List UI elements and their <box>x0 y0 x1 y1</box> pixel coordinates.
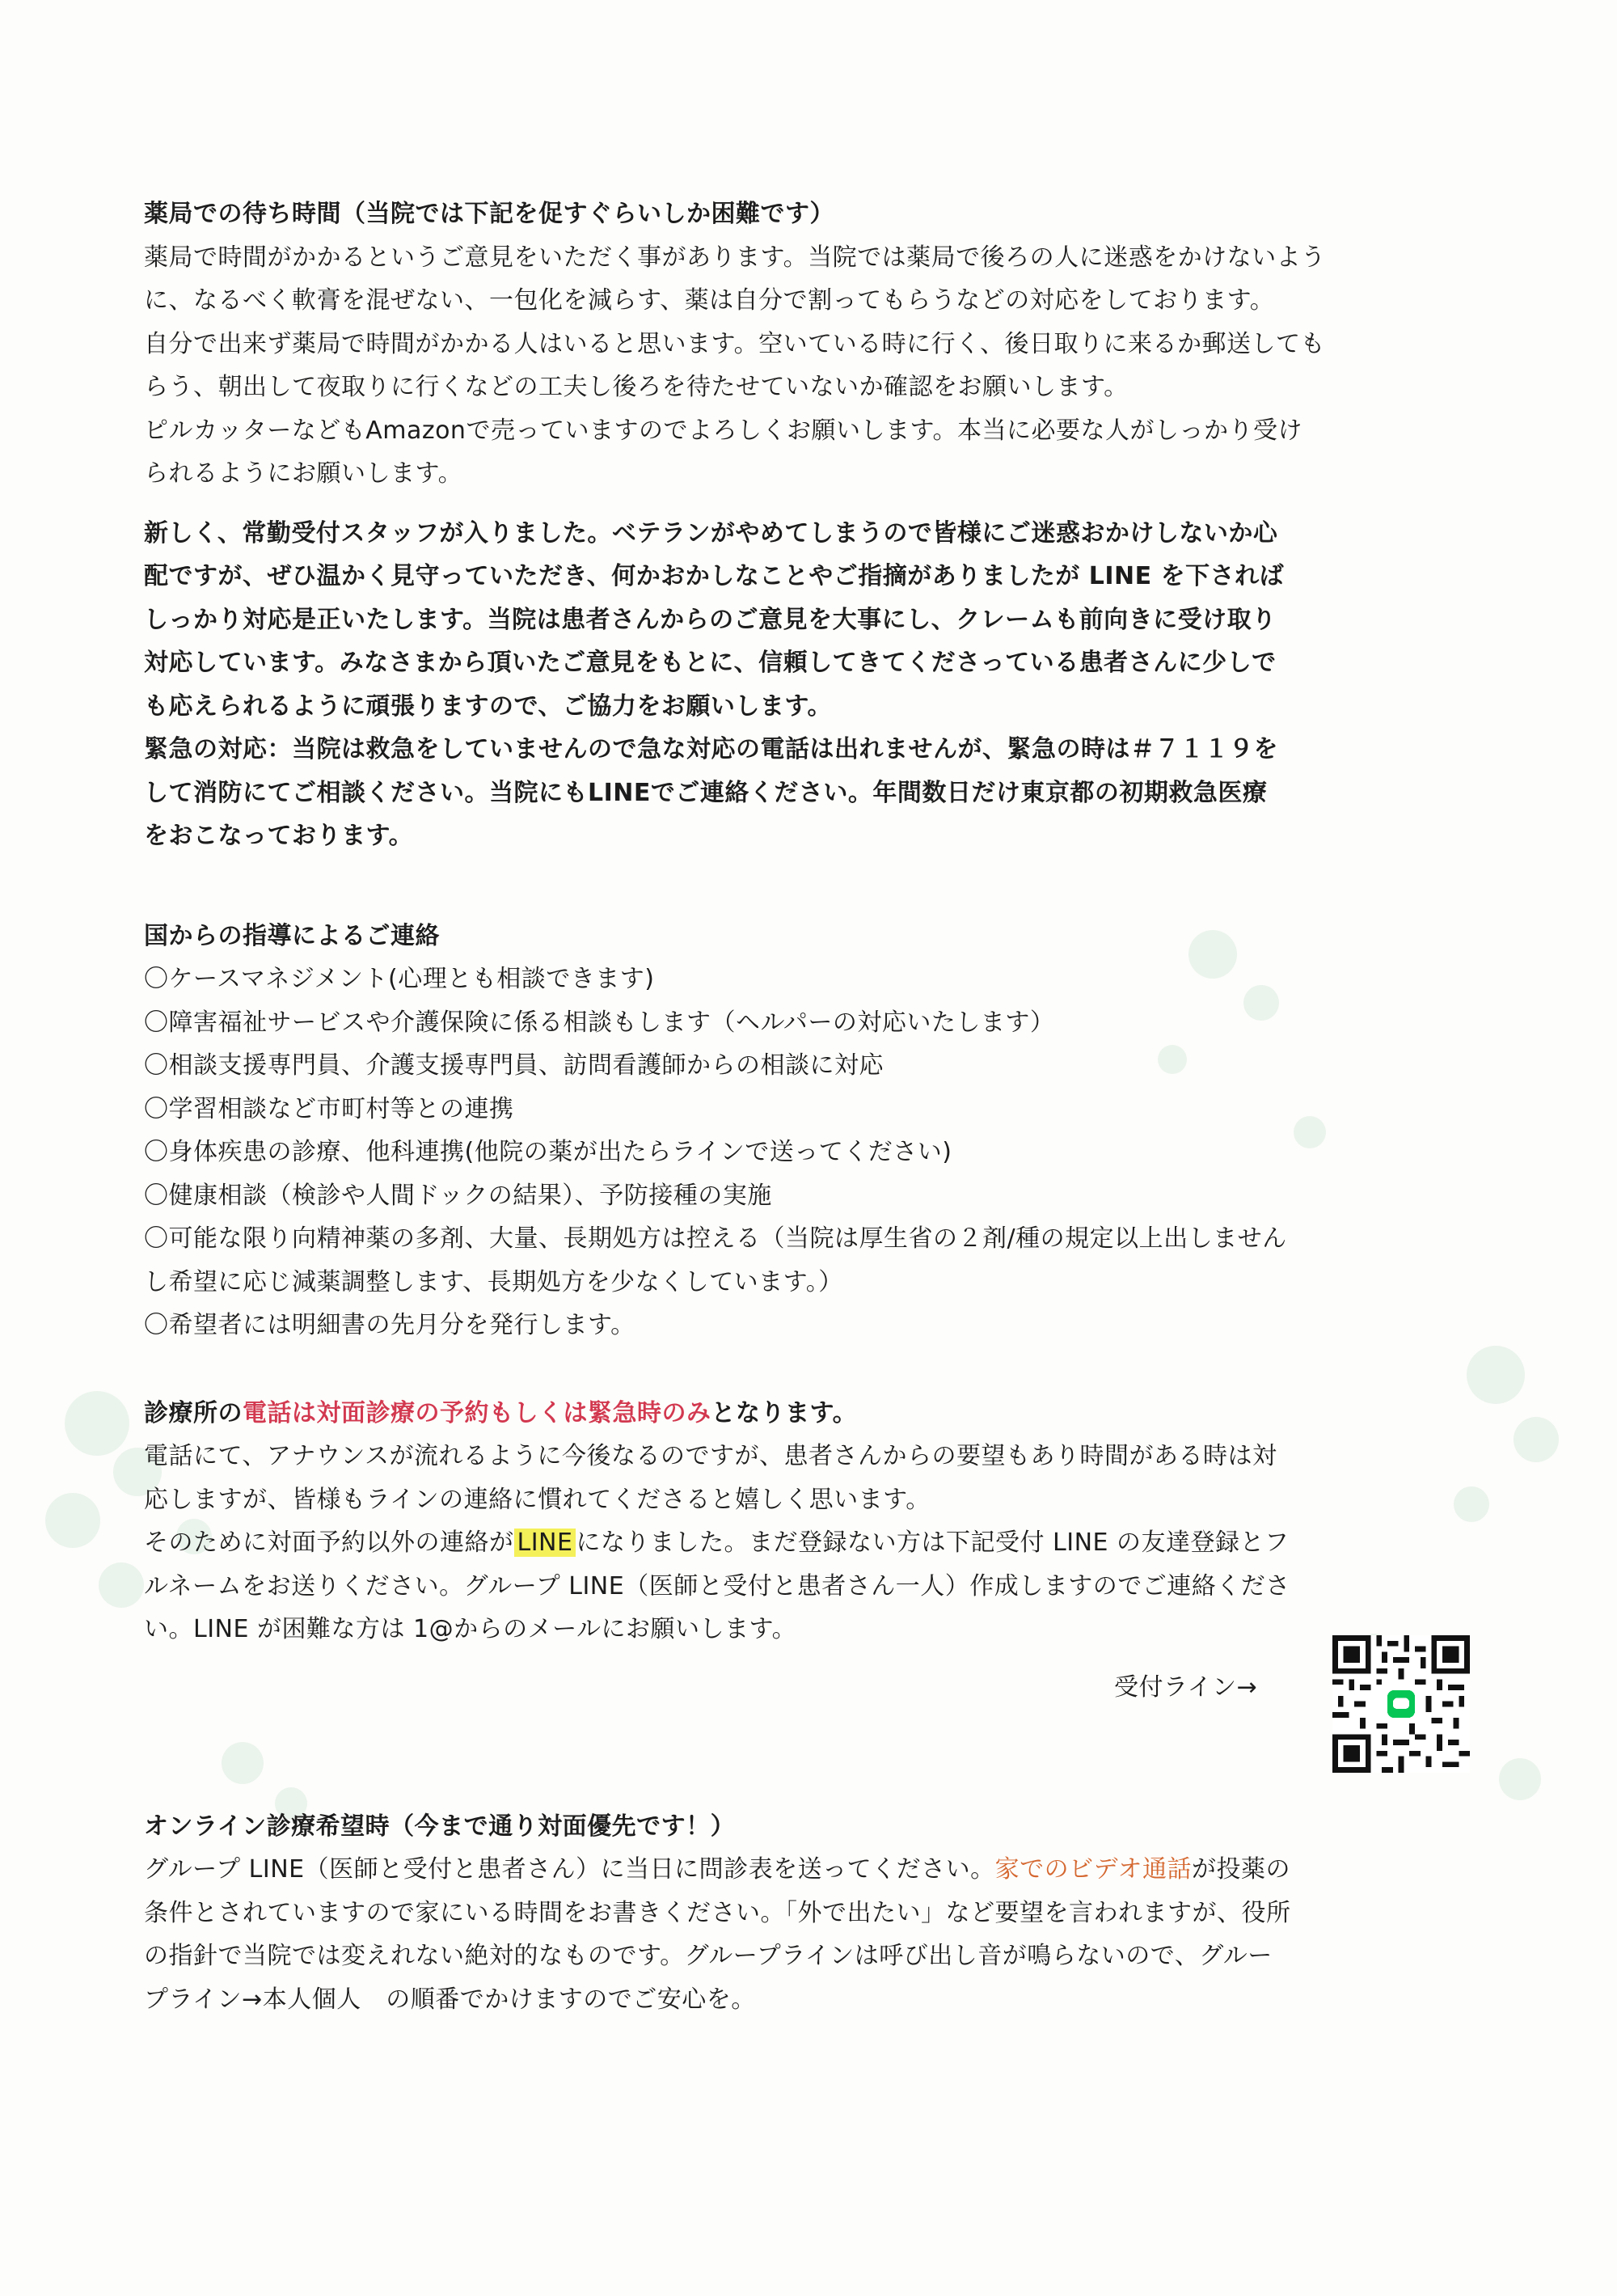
pharmacy-wait-heading: 薬局での待ち時間（当院では下記を促すぐらいしか困難です） <box>144 200 834 228</box>
guidance-item: 〇相談支援専門員、介護支援専門員、訪問看護師からの相談に対応 <box>144 1051 884 1080</box>
new-staff-line: しっかり対応是正いたします。当院は患者さんからのご意見を大事にし、クレームも前向きに受け取り <box>144 605 1277 634</box>
reception-line-label: 受付ライン→ <box>1114 1672 1258 1702</box>
guidance-item: 〇障害福祉サービスや介護保険に係る相談もします（ヘルパーの対応いたします） <box>144 1008 1055 1037</box>
guidance-item: し希望に応じ減薬調整します、長期処方を少なくしています。） <box>144 1267 843 1296</box>
online-consultation-heading: オンライン診療希望時（今まで通り対面優先です！） <box>144 1812 736 1841</box>
guidance-heading: 国からの指導によるご連絡 <box>144 921 440 950</box>
pharmacy-wait-line: に、なるべく軟膏を混ぜない、一包化を減らす、薬は自分で割ってもらうなどの対応をしております。 <box>144 286 1275 315</box>
pharmacy-wait-line: ピルカッターなどもAmazonで売っていますのでよろしくお願いします。本当に必要な人がしっかり受け <box>144 416 1303 445</box>
phone-policy-line: 電話にて、アナウンスが流れるように今後なるのですが、患者さんからの要望もあり時間がある時は対 <box>144 1442 1277 1470</box>
new-staff-line: 対応しています。みなさまから頂いたご意見をもとに、信頼してきてくださっている患者さんに少しで <box>144 649 1277 677</box>
online-consultation-line: プライン→本人個人 の順番でかけますのでご安心を。 <box>144 1985 756 2014</box>
section-pharmacy-wait <box>144 192 1478 496</box>
section-online-consultation <box>144 1805 1478 2022</box>
video-call-emphasis: 家でのビデオ通話 <box>994 1855 1192 1884</box>
reception-line-qr-row <box>144 1651 1478 1789</box>
phone-policy-line: 応しますが、皆様もラインの連絡に慣れてくださると嬉しく思います。 <box>144 1485 931 1514</box>
text-segment: そのために対面予約以外の連絡が <box>144 1529 514 1557</box>
section-new-staff <box>144 512 1478 858</box>
new-staff-line: 配ですが、ぜひ温かく見守っていただき、何かおかしなことやご指摘がありましたが LINE を下されば <box>144 562 1285 590</box>
section-phone-policy <box>144 1392 1478 1789</box>
phone-policy-heading <box>144 1392 1478 1436</box>
phone-policy-line <box>144 1521 1478 1565</box>
phone-policy-emphasis: 電話は対面診療の予約もしくは緊急時のみ <box>243 1398 711 1427</box>
pharmacy-wait-line: られるようにお願いします。 <box>144 459 463 488</box>
pharmacy-wait-line: らう、朝出して夜取りに行くなどの工夫し後ろを待たせていないか確認をお願いします。 <box>144 373 1129 401</box>
guidance-item: 〇学習相談など市町村等との連携 <box>144 1094 514 1123</box>
emergency-line: して消防にてご相談ください。当院にもLINEでご連絡ください。年間数日だけ東京都の初期救急医療 <box>144 778 1268 807</box>
section-government-guidance <box>144 915 1478 1347</box>
guidance-item: 〇身体疾患の診療、他科連携(他院の薬が出たらラインで送ってください) <box>144 1138 952 1166</box>
pharmacy-wait-line: 自分で出来ず薬局で時間がかかる人はいると思います。空いている時に行く、後日取りに来るか郵送しても <box>144 329 1325 358</box>
online-consultation-line <box>144 1848 1478 1892</box>
online-consultation-line: 条件とされていますので家にいる時間をお書きください。「外で出たい」など要望を言われますが、役所 <box>144 1898 1291 1927</box>
emergency-line: をおこなっております。 <box>144 822 414 850</box>
new-staff-line: も応えられるように頑張りますので、ご協力をお願いします。 <box>144 691 832 721</box>
emergency-line: 緊急の対応：当院は救急をしていませんので急な対応の電話は出れませんが、緊急の時は＃７１１９を <box>144 735 1278 763</box>
online-consultation-line: の指針で当院では変えれない絶対的なものです。グループラインは呼び出し音が鳴らないので、グルー <box>144 1942 1273 1970</box>
guidance-item: 〇希望者には明細書の先月分を発行します。 <box>144 1311 635 1339</box>
guidance-item: 〇可能な限り向精神薬の多剤、大量、長期処方は控える（当院は厚生省の２剤/種の規定以上出しません <box>144 1224 1287 1253</box>
text-segment: が投薬の <box>1192 1855 1290 1884</box>
pharmacy-wait-line: 薬局で時間がかかるというご意見をいただく事があります。当院では薬局で後ろの人に迷惑をかけないよう <box>144 243 1326 272</box>
text-segment: グループ LINE（医師と受付と患者さん）に当日に問診表を送ってください。 <box>144 1855 995 1884</box>
text-segment: になりました。まだ登録ない方は下記受付 LINE の友達登録とフ <box>576 1529 1290 1557</box>
qr-code-icon[interactable] <box>1332 1635 1470 1773</box>
line-highlight: LINE <box>514 1529 576 1557</box>
guidance-item: 〇健康相談（検診や人間ドックの結果）、予防接種の実施 <box>144 1181 772 1210</box>
phone-policy-line: い。LINE が困難な方は 1@からのメールにお願いします。 <box>144 1615 797 1643</box>
heading-text: 診療所の <box>144 1398 243 1427</box>
phone-policy-line: ルネームをお送りください。グループ LINE（医師と受付と患者さん一人）作成しますのでご連絡くださ <box>144 1571 1290 1600</box>
new-staff-line: 新しく、常勤受付スタッフが入りました。ベテランがやめてしまうので皆様にご迷惑おかけしないか心 <box>144 518 1278 548</box>
heading-text: となります。 <box>711 1398 858 1427</box>
guidance-item: 〇ケースマネジメント(心理とも相談できます) <box>144 965 655 993</box>
notice-content <box>144 192 1478 2021</box>
